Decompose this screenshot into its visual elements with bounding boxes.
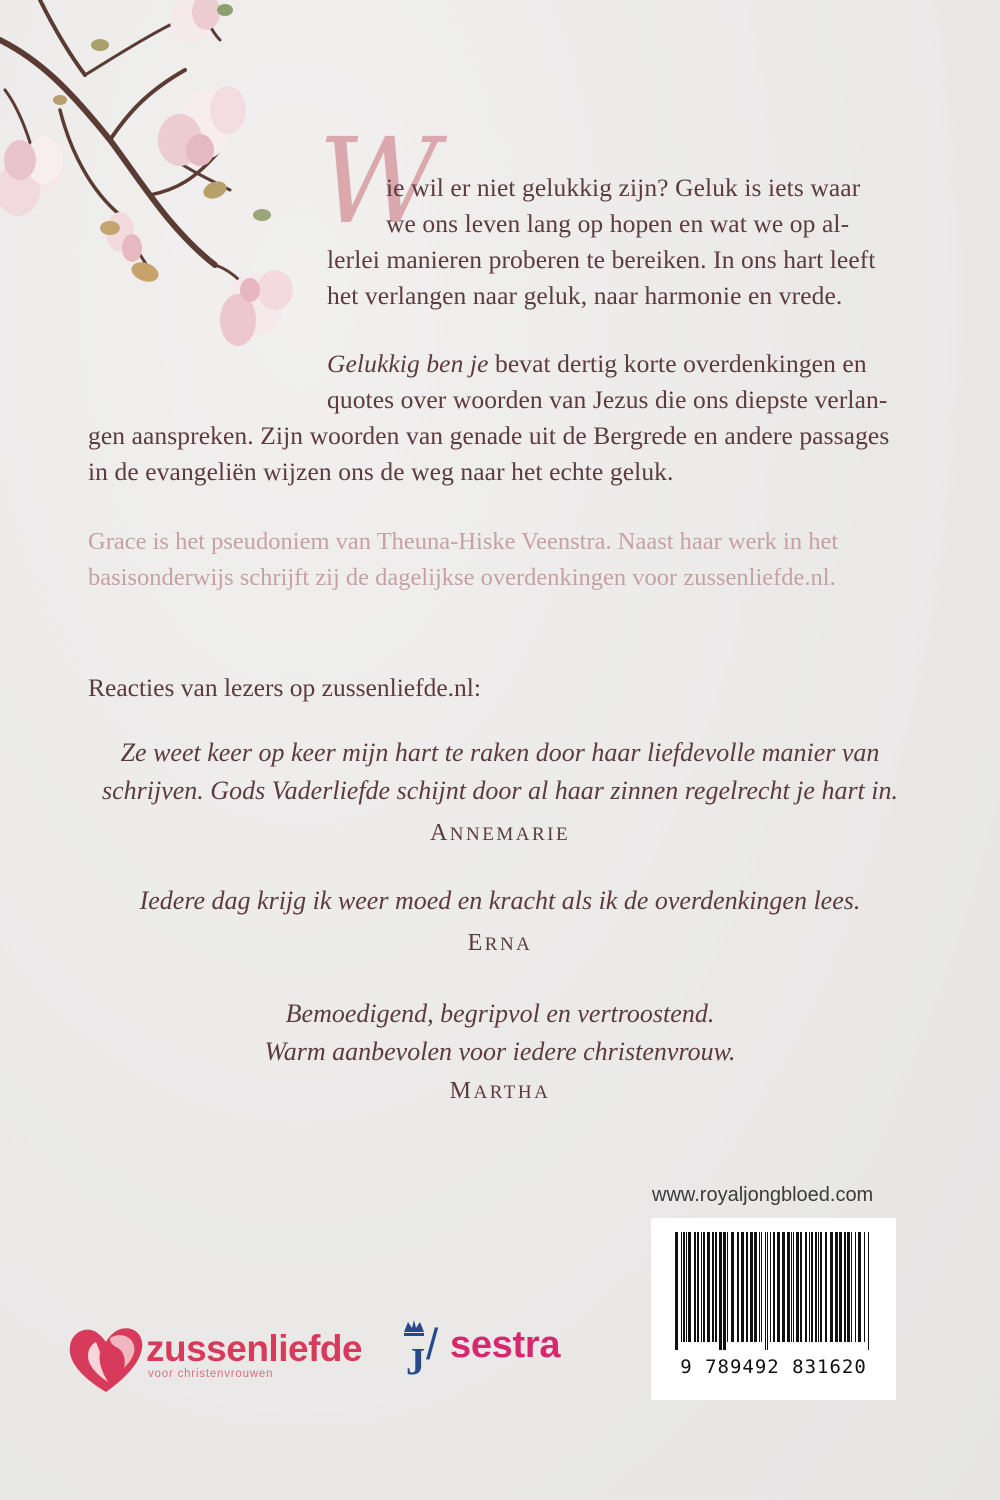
barcode-bar <box>820 1232 822 1342</box>
barcode-bar <box>811 1232 813 1342</box>
barcode-bar <box>851 1232 852 1342</box>
intro-line-3: lerlei manieren proberen te bereiken. In ons hart leeft <box>327 245 876 274</box>
barcode-bar <box>701 1232 702 1342</box>
barcode-bar <box>787 1232 790 1342</box>
barcode-bar <box>694 1232 696 1342</box>
barcode-bar <box>791 1232 792 1342</box>
barcode-bar <box>686 1232 687 1342</box>
barcode-bar <box>767 1232 768 1350</box>
intro-line-4: het verlangen naar geluk, naar harmonie en vrede. <box>327 281 843 310</box>
barcode-bar <box>796 1232 799 1342</box>
jongbloed-sestra-logo <box>400 1318 570 1388</box>
quote-1-author <box>0 820 1000 847</box>
barcode-bar <box>830 1232 833 1342</box>
reactions-heading: Reacties van lezers op zussenliefde.nl: <box>88 673 481 702</box>
quote-3-line-2: Warm aanbevolen voor iedere christenvrouw. <box>264 1037 736 1066</box>
quote-1-author-rest: NNEMARIE <box>449 824 571 845</box>
barcode-bar <box>805 1232 807 1342</box>
book-title: Gelukkig ben je <box>327 349 489 378</box>
barcode-bars <box>673 1232 873 1350</box>
barcode-bar <box>765 1232 766 1350</box>
barcode-bar <box>754 1232 757 1342</box>
summary-line-4: in de evangeliën wijzen ons de weg naar het echte geluk. <box>88 457 674 486</box>
drop-cap: W <box>318 112 434 250</box>
barcode-bar <box>858 1232 861 1342</box>
barcode-bar <box>868 1232 869 1350</box>
barcode-bar <box>770 1232 771 1342</box>
barcode-bar <box>723 1232 726 1350</box>
barcode-bar <box>847 1232 850 1342</box>
barcode-bar <box>741 1232 744 1342</box>
quote-1-author-initial: A <box>429 820 450 846</box>
isbn-number: 9 789492 831620 <box>680 1356 867 1378</box>
barcode-bar <box>855 1232 856 1342</box>
barcode-bar <box>737 1232 739 1342</box>
magnolia-branch-illustration <box>0 0 330 380</box>
quote-2-author-initial: E <box>467 930 485 956</box>
sestra-wordmark: sestra <box>450 1324 561 1366</box>
barcode-bar <box>839 1232 842 1342</box>
barcode-bar <box>844 1232 846 1342</box>
quote-3-author-rest: ARTHA <box>473 1082 551 1103</box>
barcode-bar <box>675 1232 678 1350</box>
barcode-bar <box>727 1232 728 1342</box>
barcode-bar <box>809 1232 810 1342</box>
barcode-bar <box>782 1232 785 1342</box>
barcode-bar <box>777 1232 780 1342</box>
barcode-bar <box>731 1232 734 1342</box>
quote-3-author <box>0 1078 1000 1105</box>
barcode-bar <box>681 1232 682 1342</box>
zussenliefde-tagline: voor christenvrouwen <box>148 1368 274 1380</box>
zussenliefde-logo <box>66 1322 366 1398</box>
quote-2-author <box>0 930 1000 957</box>
barcode-bar <box>793 1232 794 1342</box>
quote-3-author-initial: M <box>449 1078 474 1104</box>
barcode-bar <box>761 1232 762 1342</box>
barcode-bar <box>818 1232 819 1342</box>
barcode-bar <box>825 1232 827 1342</box>
barcode-bar <box>835 1232 838 1342</box>
barcode-bar <box>759 1232 760 1342</box>
summary-line-1 <box>327 346 867 382</box>
barcode-bar <box>715 1232 717 1342</box>
barcode-bar <box>707 1232 710 1342</box>
quote-1-line-2: schrijven. Gods Vaderliefde schijnt door al haar zinnen regelrecht je hart in. <box>101 776 899 805</box>
intro-line-1: ie wil er niet gelukkig zijn? Geluk is iets waar <box>386 173 861 202</box>
barcode-bar <box>719 1232 722 1350</box>
quote-2-line-1: Iedere dag krijg ik weer moed en kracht als ik de overdenkingen lees. <box>139 886 861 915</box>
quote-2-author-rest: RNA <box>484 934 533 955</box>
slash-divider: / <box>426 1320 439 1369</box>
zussenliefde-wordmark: zussenliefde <box>146 1328 363 1369</box>
quote-1-line-1: Ze weet keer op keer mijn hart te raken door haar liefdevolle manier van <box>120 738 880 767</box>
barcode-bar <box>683 1232 685 1342</box>
quote-3-line-1: Bemoedigend, begripvol en vertroostend. <box>285 999 715 1028</box>
publisher-website: www.royaljongbloed.com <box>652 1184 874 1206</box>
summary-line-1-rest: bevat dertig korte overdenkingen en <box>488 349 867 378</box>
barcode-bar <box>773 1232 775 1342</box>
zussenliefde-heart-icon <box>66 1322 146 1398</box>
crown-j-icon <box>400 1318 428 1380</box>
isbn-barcode <box>651 1218 896 1400</box>
barcode-bar <box>815 1232 817 1342</box>
barcode-bar <box>697 1232 699 1342</box>
barcode-bar <box>864 1232 865 1342</box>
barcode-bar <box>750 1232 753 1342</box>
barcode-bar <box>746 1232 748 1342</box>
author-bio-line-2: basisonderwijs schrijft zij de dagelijkse overdenkingen voor zussenliefde.nl. <box>88 564 836 591</box>
summary-line-3: gen aanspreken. Zijn woorden van genade uit de Bergrede en andere passages <box>88 421 890 450</box>
j-mark: J <box>406 1341 425 1380</box>
barcode-bar <box>703 1232 705 1342</box>
summary-line-2: quotes over woorden van Jezus die ons diepste verlan- <box>327 385 888 414</box>
author-bio-line-1: Grace is het pseudoniem van Theuna-Hiske Veenstra. Naast haar werk in het <box>88 528 839 555</box>
barcode-bar <box>688 1232 691 1342</box>
barcode-bar <box>712 1232 714 1342</box>
barcode-bar <box>800 1232 802 1342</box>
intro-line-2: we ons leven lang op hopen en wat we op al- <box>386 209 850 238</box>
